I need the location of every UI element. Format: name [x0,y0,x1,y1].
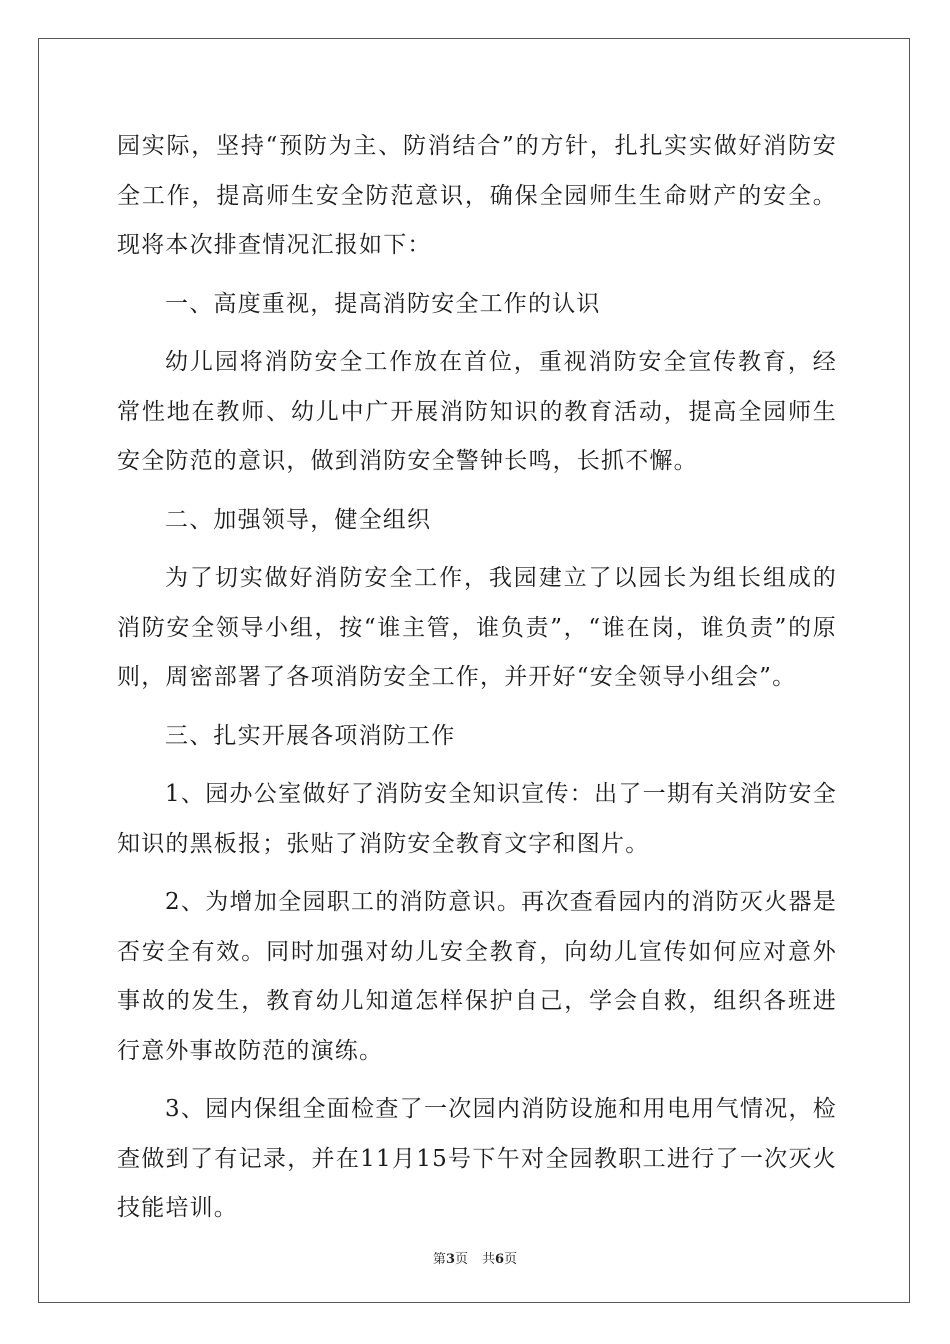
total-prefix: 共 [482,1252,496,1267]
page-footer [0,1248,950,1267]
paragraph-section-2: 为了切实做好消防安全工作，我园建立了以园长为组长组成的消防安全领导小组，按“谁主管，谁负责”，“谁在岗，谁负责”的原则，周密部署了各项消防安全工作，并开好“安全领导小组会”。 [117,565,837,690]
section-heading-1: 一、高度重视，提高消防安全工作的认识 [165,290,601,317]
paragraph-item-1: 1、园办公室做好了消防安全知识宣传：出了一期有关消防安全知识的黑板报；张贴了消防安全教育文字和图片。 [117,781,837,857]
page-prefix: 第 [432,1252,446,1267]
total-page-count: 6 [495,1252,505,1267]
section-heading-3: 三、扎实开展各项消防工作 [165,722,456,749]
paragraph-item-3: 3、园内保组全面检查了一次园内消防设施和用电用气情况，检查做到了有记录，并在11月15号下午对全园教职工进行了一次灭火技能培训。 [117,1096,837,1221]
total-suffix: 页 [504,1252,518,1267]
paragraph-intro-continuation: 园实际，坚持“预防为主、防消结合”的方针，扎扎实实做好消防安全工作，提高师生安全防范意识，确保全园师生生命财产的安全。现将本次排查情况汇报如下： [117,133,837,258]
section-heading-2: 二、加强领导，健全组织 [165,506,432,533]
document-body [117,122,837,1243]
paragraph-section-1: 幼儿园将消防安全工作放在首位，重视消防安全宣传教育，经常性地在教师、幼儿中广开展消防知识的教育活动，提高全园师生安全防范的意识，做到消防安全警钟长鸣，长抓不懈。 [117,349,837,474]
current-page-number: 3 [445,1252,455,1267]
paragraph-item-2: 2、为增加全园职工的消防意识。再次查看园内的消防灭火器是否安全有效。同时加强对幼儿安全教育，向幼儿宣传如何应对意外事故的发生，教育幼儿知道怎样保护自己，学会自救，组织各班进行意外事故防范的演练。 [117,889,837,1064]
page-suffix: 页 [454,1252,468,1267]
